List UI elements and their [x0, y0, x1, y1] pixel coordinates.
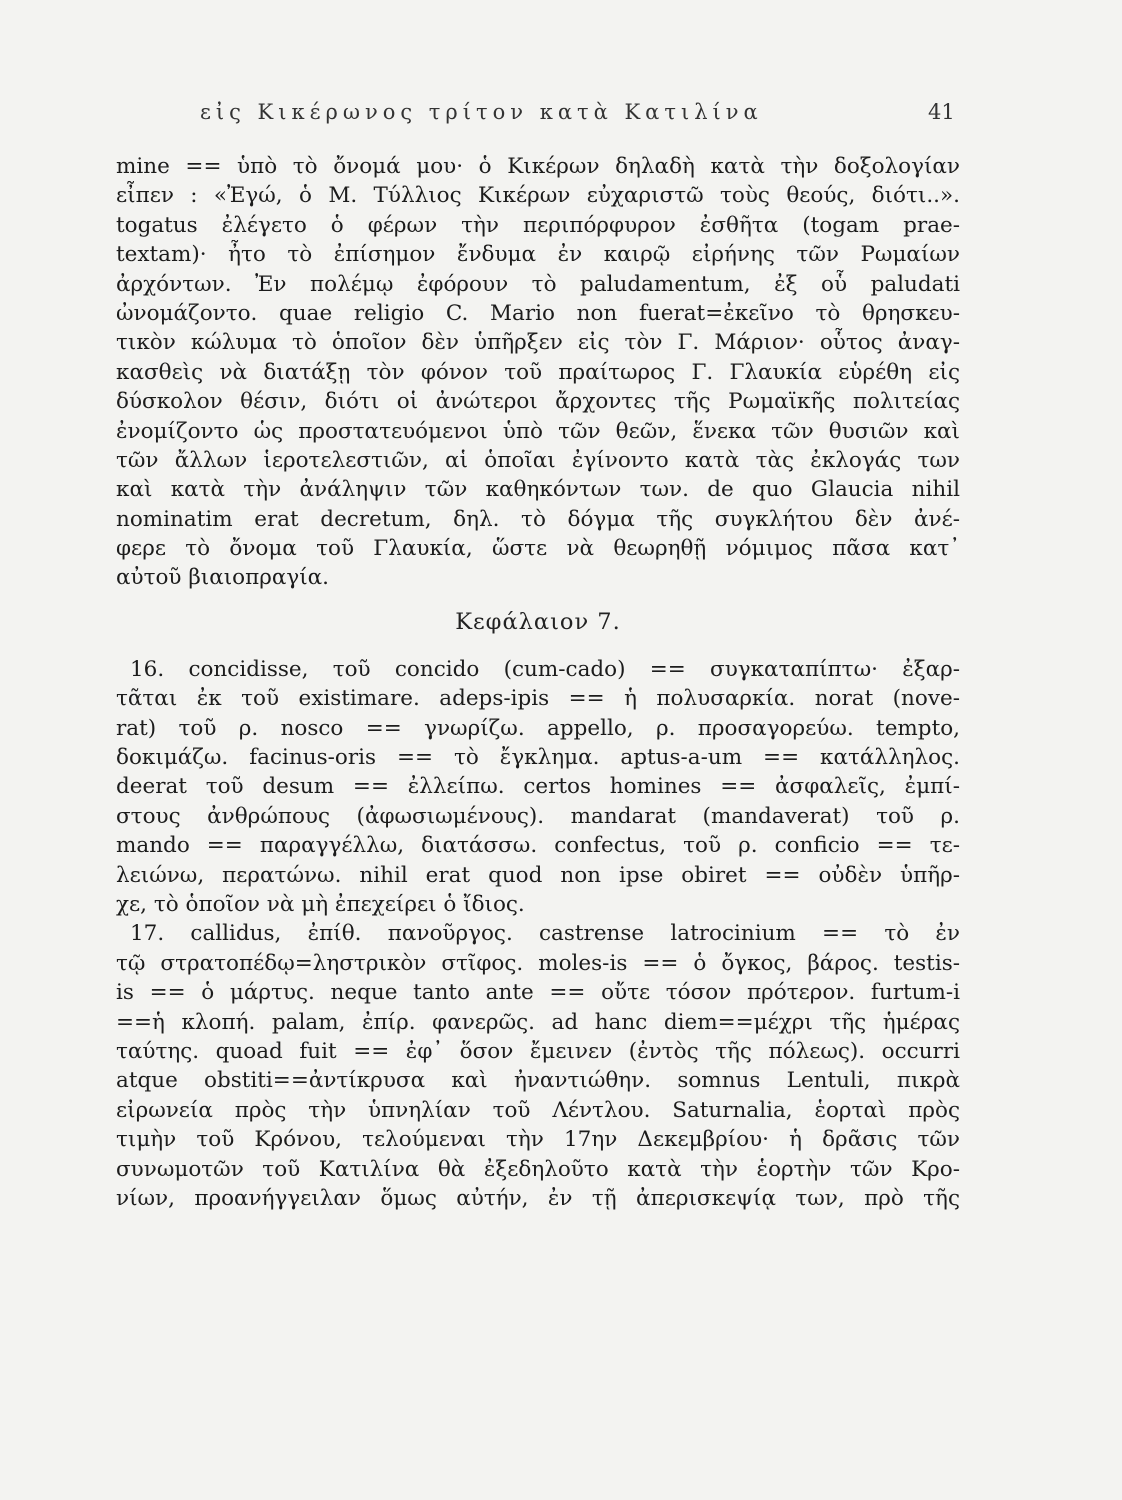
chapter-heading: Κεφάλαιον 7.	[455, 608, 621, 635]
text-line: νίων, προανήγγειλαν ὅμως αὐτήν, ἐν τῇ ἀπερισκεψίᾳ των, πρὸ τῆς	[116, 1185, 960, 1211]
text-line: λειώνω, περατώνω. nihil erat quod non ipse obiret == οὐδὲν ὑπῆρ-	[116, 862, 960, 888]
text-line: τῷ στρατοπέδῳ=ληστρικὸν στῖφος. moles-is == ὁ ὄγκος, βάρος. testis-	[116, 950, 960, 976]
text-line: εἰρωνεία πρὸς τὴν ὑπνηλίαν τοῦ Λέντλου. Saturnalia, ἑορταὶ πρὸς	[116, 1097, 960, 1123]
text-line: χε, τὸ ὁποῖον νὰ μὴ ἐπεχείρει ὁ ἴδιος.	[116, 891, 525, 917]
page-number: 41	[928, 100, 955, 124]
text-line: δύσκολον θέσιν, διότι οἱ ἀνώτεροι ἄρχοντες τῆς Ρωμαϊκῆς πολιτείας	[116, 389, 960, 415]
text-line: τῶν ἄλλων ἱεροτελεστιῶν, αἱ ὁποῖαι ἐγίνοντο κατὰ τὰς ἐκλογάς των	[116, 447, 960, 473]
page-body	[116, 152, 960, 1213]
text-line: συνωμοτῶν τοῦ Κατιλίνα θὰ ἐξεδηλοῦτο κατὰ τὴν ἑορτὴν τῶν Κρο-	[116, 1156, 960, 1182]
text-line: αὐτοῦ βιαιοπραγία.	[116, 565, 330, 591]
text-line: deerat τοῦ desum == ἐλλείπω. certos homines == ἀσφαλεῖς, ἐμπί-	[116, 774, 960, 800]
text-line: is == ὁ μάρτυς. neque tanto ante == οὔτε τόσον πρότερον. furtum-i	[116, 980, 960, 1006]
text-line: mando == παραγγέλλω, διατάσσω. confectus, τοῦ ρ. conficio == τε-	[116, 833, 960, 859]
commentary-paragraph	[116, 152, 960, 593]
text-line: ὠνομάζοντο. quae religio C. Mario non fuerat=ἐκεῖνο τὸ θρησκευ-	[116, 300, 960, 326]
text-line: rat) τοῦ ρ. nosco == γνωρίζω. appello, ρ. προσαγορεύω. tempto,	[116, 715, 960, 741]
running-head: εἰς Κικέρωνος τρίτον κατὰ Κατιλίνα	[200, 100, 763, 124]
text-line: ἐνομίζοντο ὡς προστατευόμενοι ὑπὸ τῶν θεῶν, ἕνεκα τῶν θυσιῶν καὶ	[116, 418, 960, 444]
text-line: φερε τὸ ὄνομα τοῦ Γλαυκία, ὥστε νὰ θεωρηθῇ νόμιμος πᾶσα κατ᾿	[116, 536, 960, 562]
text-line: 16. concidisse, τοῦ concido (cum-cado) == συγκαταπίπτω· ἐξαρ-	[130, 656, 960, 682]
text-line: τικὸν κώλυμα τὸ ὁποῖον δὲν ὑπῆρξεν εἰς τὸν Γ. Μάριον· οὗτος ἀναγ-	[116, 330, 960, 356]
text-line: nominatim erat decretum, δηλ. τὸ δόγμα τῆς συγκλήτου δὲν ἀνέ-	[116, 506, 960, 532]
text-line: στους ἀνθρώπους (ἀφωσιωμένους). mandarat (mandaverat) τοῦ ρ.	[116, 803, 960, 829]
section-16-paragraph	[116, 655, 960, 920]
text-line: καὶ κατὰ τὴν ἀνάληψιν τῶν καθηκόντων των. de quo Glaucia nihil	[116, 477, 960, 503]
text-line: togatus ἐλέγετο ὁ φέρων τὴν περιπόρφυρον ἐσθῆτα (togam prae-	[116, 212, 960, 238]
section-17-paragraph	[116, 919, 960, 1213]
text-line: τιμὴν τοῦ Κρόνου, τελούμεναι τὴν 17ην Δεκεμβρίου· ἡ δρᾶσις τῶν	[116, 1127, 960, 1153]
text-line: atque obstiti==ἀντίκρυσα καὶ ἠναντιώθην. somnus Lentuli, πικρὰ	[116, 1068, 960, 1094]
text-line: τᾶται ἐκ τοῦ existimare. adeps-ipis == ἡ πολυσαρκία. norat (nove-	[116, 686, 960, 712]
text-line: δοκιμάζω. facinus-oris == τὸ ἔγκλημα. aptus-a-um == κατάλληλος.	[116, 745, 960, 771]
text-line: 17. callidus, ἐπίθ. πανοῦργος. castrense latrocinium == τὸ ἐν	[130, 921, 960, 947]
text-line: ἀρχόντων. Ἐν πολέμῳ ἐφόρουν τὸ paludamentum, ἐξ οὗ paludati	[116, 271, 960, 297]
text-line: mine == ὑπὸ τὸ ὄνομά μου· ὁ Κικέρων δηλαδὴ κατὰ τὴν δοξολογίαν	[116, 154, 960, 179]
text-line: κασθεὶς νὰ διατάξῃ τὸν φόνον τοῦ πραίτωρος Γ. Γλαυκία εὑρέθη εἰς	[116, 359, 960, 385]
text-line: textam)· ἦτο τὸ ἐπίσημον ἔνδυμα ἐν καιρῷ εἰρήνης τῶν Ρωμαίων	[116, 242, 960, 268]
text-line: εἶπεν : «Ἐγώ, ὁ Μ. Τύλλιος Κικέρων εὐχαριστῶ τοὺς θεούς, διότι..».	[116, 183, 960, 209]
text-line: ταύτης. quoad fuit == ἐφ᾿ ὅσον ἔμεινεν (ἐντὸς τῆς πόλεως). occurri	[116, 1038, 960, 1064]
text-line: ==ἡ κλοπή. palam, ἐπίρ. φανερῶς. ad hanc diem==μέχρι τῆς ἡμέρας	[116, 1009, 960, 1035]
